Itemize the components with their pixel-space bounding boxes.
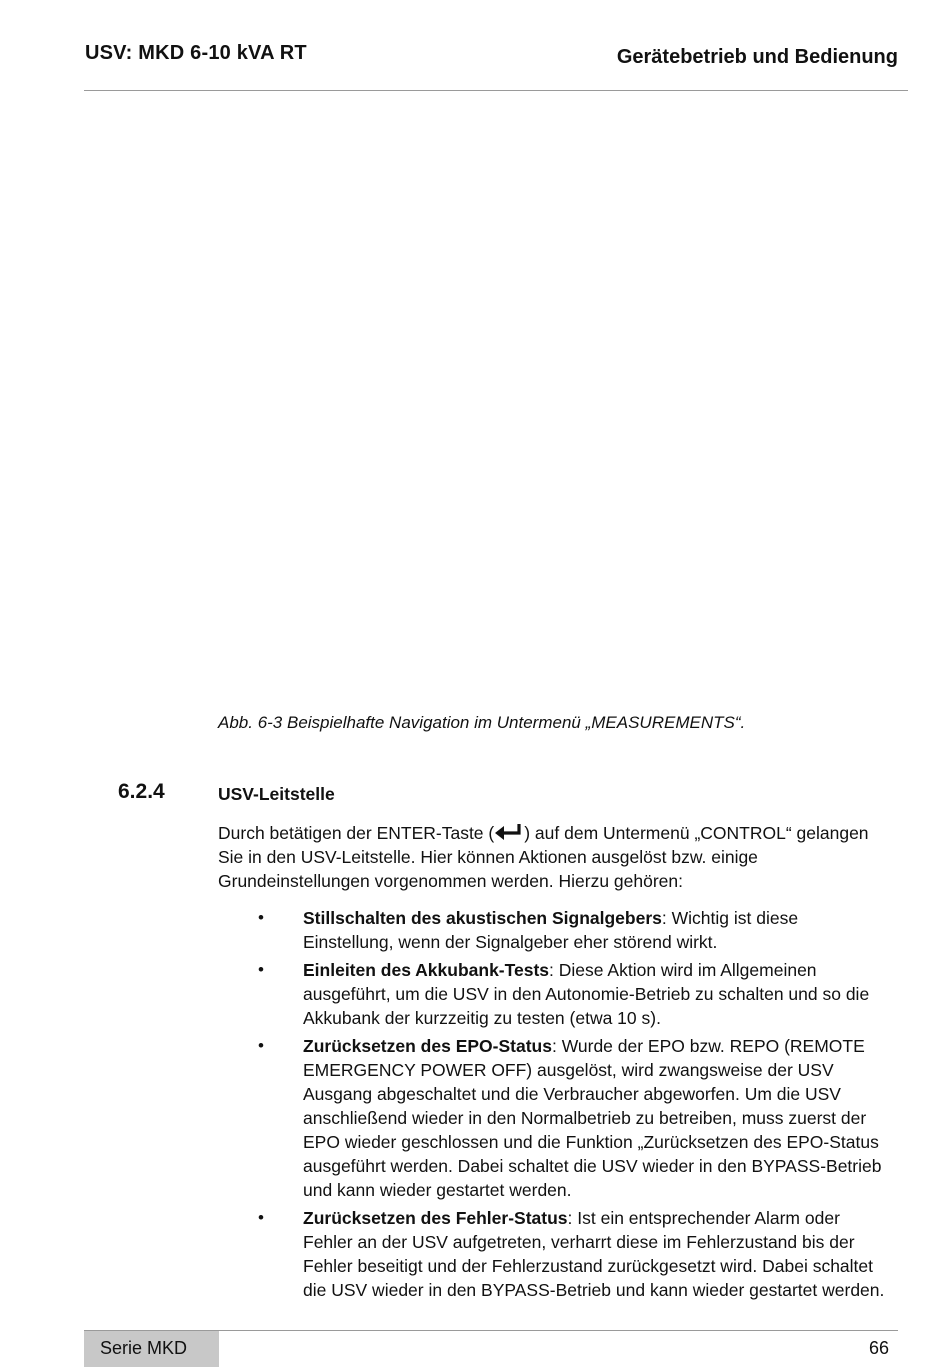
page-number: 66: [868, 1338, 889, 1358]
list-item: [0, 958, 888, 1030]
list-item: [0, 1034, 888, 1202]
header-document-title: USV: MKD 6-10 kVA RT: [85, 42, 307, 64]
bullet-dot: •: [258, 1036, 264, 1055]
list-item-term: Zurücksetzen des EPO-Status: [303, 1036, 552, 1056]
bullet-dot: •: [258, 960, 264, 979]
bullet-dot: •: [258, 1208, 264, 1227]
list-item-term: Stillschalten des akustischen Signalgebers: [303, 908, 662, 928]
list-item-text: : Wichtig ist diese Einstellung, wenn der Signalgeber eher störend wirkt.: [303, 908, 799, 952]
intro-paragraph: [218, 821, 888, 893]
footer-series-label: Serie MKD: [100, 1338, 188, 1358]
list-item-term: Einleiten des Akkubank-Tests: [303, 960, 550, 980]
list-item-text: : Wurde der EPO bzw. REPO (REMOTE EMERGENCY POWER OFF) ausgelöst, wird zwangsweise der USV Ausgang abgeschaltet und die Verbraucher abgeworfen. Um die USV anschließend wieder in den Normalbetrieb zu betreiben, muss zuerst der EPO wieder geschlossen und die Funktion „Zurücksetzen des EPO-Status ausgeführt werden. Dabei schaltet die USV wieder in den BYPASS-Betrieb und kann wieder gestartet werden.: [303, 1036, 882, 1200]
figure-placeholder: [84, 100, 908, 700]
list-item-text: : Diese Aktion wird im Allgemeinen ausgeführt, um die USV in den Autonomie-Betrieb zu schalten und so die Akkubank der kurzzeitig zu testen (etwa 10 s).: [303, 960, 870, 1028]
list-item-term: Zurücksetzen des Fehler-Status: [303, 1208, 568, 1228]
enter-key-icon: [494, 823, 524, 841]
bullet-dot: •: [258, 908, 264, 927]
figure-caption: Abb. 6-3 Beispielhafte Navigation im Untermenü „MEASUREMENTS“.: [218, 713, 746, 732]
section-number: 6.2.4: [118, 780, 165, 803]
intro-text-start: Durch betätigen der ENTER-Taste (: [218, 823, 495, 843]
header-chapter-title: Gerätebetrieb und Bedienung: [616, 46, 898, 68]
section-title: USV-Leitstelle: [218, 784, 335, 804]
list-item-text: : Ist ein entsprechender Alarm oder Fehler an der USV aufgetreten, verharrt diese im Fehlerzustand bis der Fehler beseitigt und der Fehlerzustand zurückgesetzt wird. Dabei schaltet die USV wieder in den BYPASS-Betrieb und kann wieder gestartet werden.: [303, 1208, 885, 1300]
intro-text-end: ) auf dem Untermenü „CONTROL“ gelangen Sie in den USV-Leitstelle. Hier können Aktionen ausgelöst bzw. einige Grundeinstellungen vorgenommen werden. Hierzu gehören:: [218, 823, 869, 891]
header-divider: [84, 90, 908, 91]
control-actions-list: [0, 906, 950, 1306]
list-item: [0, 906, 888, 954]
list-item: [0, 1206, 888, 1302]
